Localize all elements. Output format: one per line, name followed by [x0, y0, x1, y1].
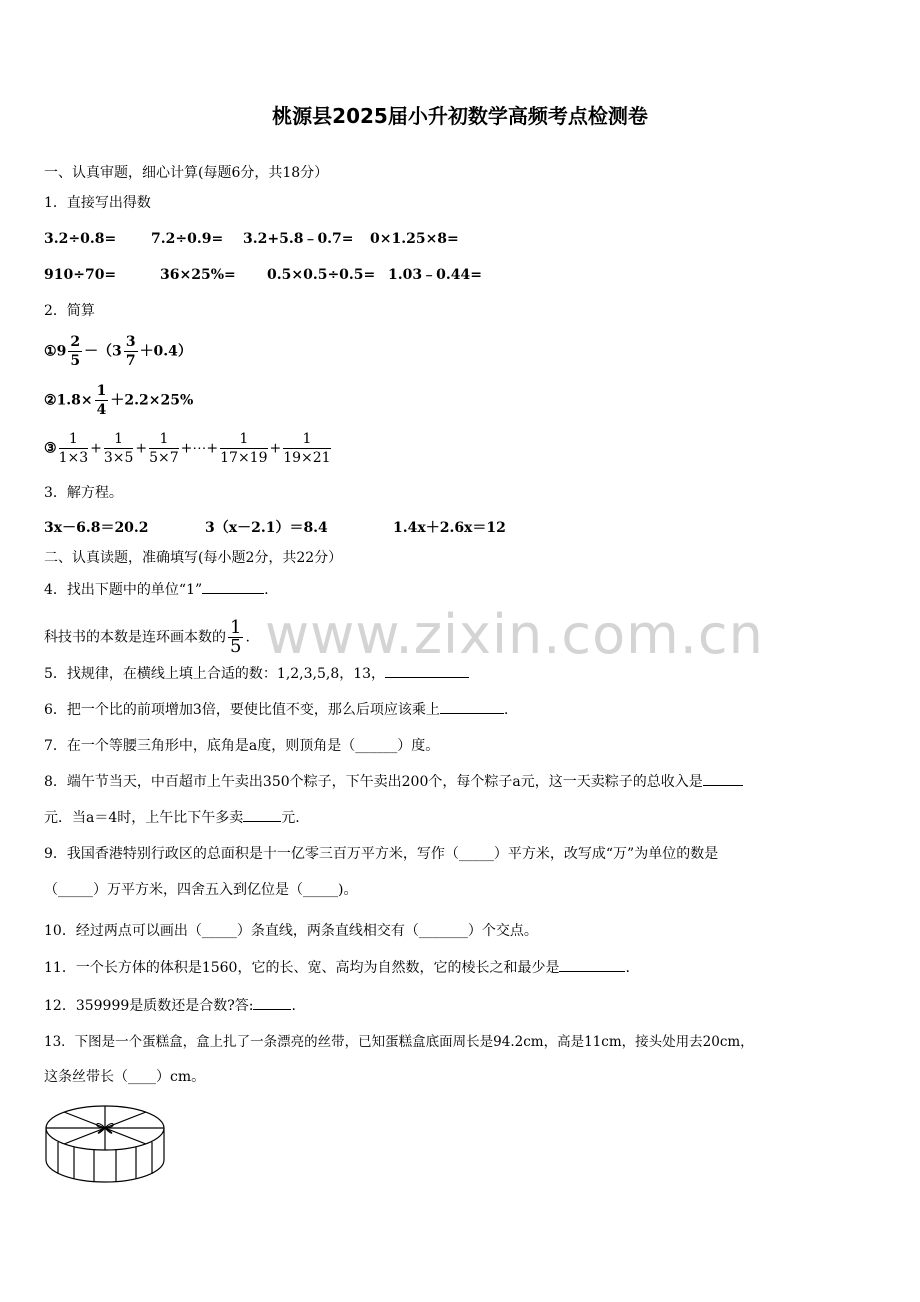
calc-3: 3.2+5.8﹣0.7=	[243, 231, 354, 247]
circle-number: ③	[44, 440, 57, 457]
cake-box-figure	[44, 1102, 166, 1184]
question-10: 10．经过两点可以画出（_____）条直线，两条直线相交有（_______）个交点。	[44, 923, 538, 939]
section-2-heading: 二、认真读题，准确填写(每小题2分，共22分）	[44, 550, 343, 566]
equation-3: 1.4x＋2.6x＝12	[393, 520, 506, 536]
question-7: 7．在一个等腰三角形中，底角是a度，则顶角是（______）度。	[44, 738, 440, 754]
fraction: $\frac{1}{17\times 19}$	[220, 431, 268, 466]
answer-blank[interactable]	[202, 593, 264, 594]
fraction: $\frac{3}{7}$	[125, 334, 136, 369]
calc-5: 910÷70=	[44, 267, 117, 283]
circle-number: ②	[44, 392, 57, 409]
question-12: 12．359999是质数还是合数?答: .	[44, 998, 296, 1014]
watermark: www.zixin.com.cn	[265, 603, 764, 666]
calc-2: 7.2÷0.9=	[151, 231, 224, 247]
section-1-heading: 一、认真审题，细心计算(每题6分，共18分）	[44, 165, 329, 181]
question-5: 5．找规律，在横线上填上合适的数：1,2,3,5,8，13，	[44, 664, 469, 684]
equation-1: 3x－6.8＝20.2	[44, 520, 149, 536]
equation-2: 3（x－2.1）＝8.4	[205, 520, 328, 536]
fraction: $\frac{1}{19\times 21}$	[283, 431, 331, 466]
whole-part: 9	[56, 343, 67, 360]
fraction: $\frac{2}{5}$	[70, 334, 81, 369]
calc-4: 0×1.25×8=	[370, 231, 459, 247]
question-6: 6．把一个比的前项增加3倍，要使比值不变，那么后项应该乘上 .	[44, 702, 509, 718]
answer-blank[interactable]	[243, 821, 281, 822]
question-9a: 9．我国香港特别行政区的总面积是十一亿零三百万平方米，写作（_____）平方米，改写成“万”为单位的数是	[44, 846, 719, 862]
simplify-item-2: ②1.8× $\frac{1}{4}$ ＋2.2×25%	[44, 383, 194, 418]
fraction: $\frac{1}{1\times 3}$	[58, 431, 89, 466]
fraction: $\frac{1}{5\times 7}$	[149, 431, 179, 466]
simplify-item-1: ①9 $\frac{2}{5}$ －（3 $\frac{3}{7}$ ＋0.4）	[44, 334, 192, 369]
calc-8: 1.03﹣0.44=	[388, 267, 482, 283]
fraction: $\frac{1}{3\times 5}$	[103, 431, 134, 466]
fraction: $\frac{1}{5}$	[230, 617, 242, 657]
answer-blank[interactable]	[703, 785, 743, 786]
calc-6: 36×25%=	[160, 267, 236, 283]
question-9b: （_____）万平方米，四舍五入到亿位是（_____)。	[44, 882, 358, 898]
answer-blank[interactable]	[559, 971, 625, 972]
q2-label: 2．简算	[44, 303, 95, 319]
answer-blank[interactable]	[440, 713, 504, 714]
question-13a: 13．下图是一个蛋糕盒，盒上扎了一条漂亮的丝带，已知蛋糕盒底面周长是94.2cm，高是11cm，接头处用去20cm，	[44, 1034, 754, 1050]
calc-1: 3.2÷0.8=	[44, 231, 117, 247]
question-4b: 科技书的本数是连环画本数的 $\frac{1}{5}$ .	[44, 617, 250, 657]
calc-7: 0.5×0.5÷0.5=	[267, 267, 376, 283]
simplify-item-3: ③ $\frac{1}{1\times 3}$ + $\frac{1}{3\times 5}$ + $\frac{1}{5\times 7}$ +⋯+ $\frac{1}{17\times 19}$ + $\frac{1}{19\times 21}$	[44, 431, 331, 466]
q3-label: 3．解方程。	[44, 485, 123, 501]
answer-blank[interactable]	[385, 677, 469, 678]
answer-blank[interactable]	[253, 1009, 291, 1010]
question-8a: 8．端午节当天，中百超市上午卖出350个粽子，下午卖出200个，每个粽子a元，这一天卖粽子的总收入是	[44, 772, 743, 792]
page-title: 桃源县2025届小升初数学高频考点检测卷	[272, 104, 648, 128]
question-11: 11．一个长方体的体积是1560，它的长、宽、高均为自然数，它的棱长之和最少是 .	[44, 960, 630, 976]
fraction: $\frac{1}{4}$	[96, 383, 107, 418]
q1-label: 1．直接写出得数	[44, 195, 151, 211]
circle-number: ①	[44, 343, 57, 360]
question-13b: 这条丝带长（____）cm。	[44, 1069, 206, 1085]
question-8b: 元．当a＝4时，上午比下午多卖 元.	[44, 810, 300, 826]
question-4a: 4．找出下题中的单位“1” .	[44, 582, 269, 598]
